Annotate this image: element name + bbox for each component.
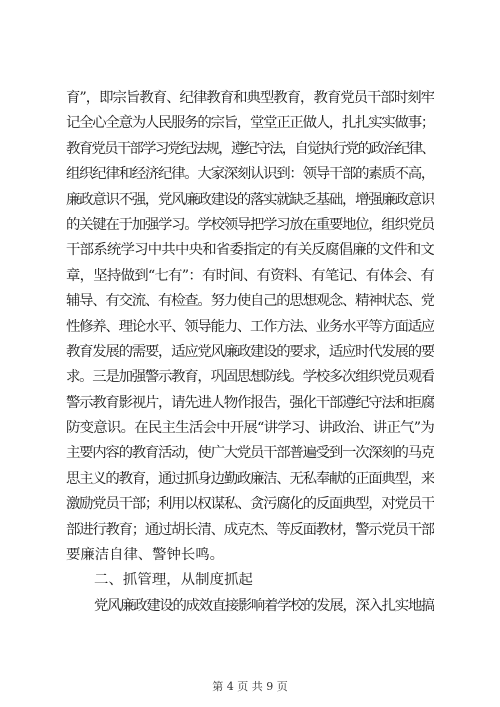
text-line: 性修养、理论水平、领导能力、工作方法、业务水平等方面适应: [66, 318, 434, 335]
body-text: [66, 86, 434, 619]
text-line: 记全心全意为人民服务的宗旨，堂堂正正做人，扎扎实实做事；: [66, 115, 434, 132]
text-line: 干部系统学习中共中央和省委指定的有关反腐倡廉的文件和文: [66, 242, 434, 259]
text-line: 党风廉政建设的成效直接影响着学校的发展，深入扎实地搞: [94, 597, 434, 614]
text-line: 辅导、有交流、有检查。努力使自己的思想观念、精神状态、党: [66, 293, 434, 310]
text-line: 防变意识。在民主生活会中开展“讲学习、讲政治、讲正气”为: [66, 420, 434, 437]
section-heading: 二、抓管理，从制度抓起: [94, 572, 253, 589]
text-line: 廉政意识不强，党风廉政建设的落实就缺乏基础，增强廉政意识: [66, 191, 434, 208]
text-line: 要廉洁自律、警钟长鸣。: [66, 547, 224, 564]
text-line: 激励党员干部；利用以权谋私、贪污腐化的反面典型，对党员干: [66, 496, 434, 513]
text-line: 部进行教育；通过胡长清、成克杰、等反面教材，警示党员干部: [66, 521, 434, 538]
text-line: 组织纪律和经济纪律。大家深刻认识到：领导干部的素质不高，: [66, 166, 434, 183]
text-line: 章，坚持做到“七有”：有时间、有资料、有笔记、有体会、有: [66, 267, 434, 284]
text-line: 思主义的教育，通过抓身边勤政廉洁、无私奉献的正面典型，来: [66, 470, 434, 487]
text-line: 警示教育影视片，请先进人物作报告，强化干部遵纪守法和拒腐: [66, 394, 434, 411]
page-number: 第 4 页 共 9 页: [212, 680, 288, 693]
text-line: 求。三是加强警示教育，巩固思想防线。学校多次组织党员观看: [66, 369, 434, 386]
text-line: 教育党员干部学习党纪法规，遵纪守法，自觉执行党的政治纪律、: [66, 140, 434, 157]
text-line: 主要内容的教育活动，使广大党员干部普遍受到一次深刻的马克: [66, 445, 434, 462]
text-line: 教育发展的需要，适应党风廉政建设的要求，适应时代发展的要: [66, 343, 434, 360]
text-line: 的关键在于加强学习。学校领导把学习放在重要地位，组织党员: [66, 216, 434, 233]
text-line: 育”，即宗旨教育、纪律教育和典型教育，教育党员干部时刻牢: [66, 90, 434, 106]
